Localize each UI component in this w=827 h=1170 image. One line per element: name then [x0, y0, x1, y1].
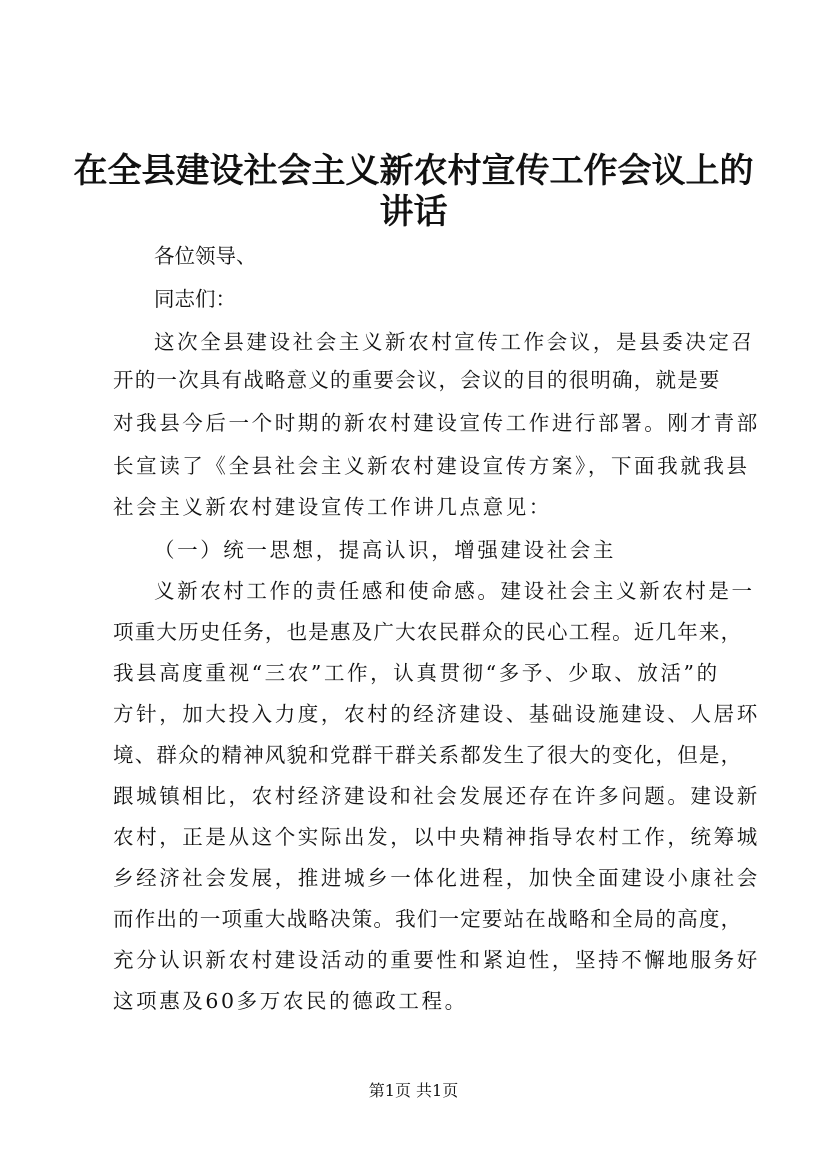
page-footer: 第1页 共1页: [368, 1081, 459, 1100]
body-line: 义新农村工作的责任感和使命感。建设社会主义新农村是一: [154, 579, 755, 603]
body-line: 乡经济社会发展，推进城乡一体化进程，加快全面建设小康社会: [113, 866, 760, 890]
body-line: 充分认识新农村建设活动的重要性和紧迫性，坚持不懈地服务好: [113, 948, 760, 972]
body-line: 这次全县建设社会主义新农村宣传工作会议，是县委决定召: [154, 330, 755, 354]
body-line: 项重大历史任务，也是惠及广大农民群众的民心工程。近几年来，: [113, 620, 743, 644]
section-heading: （一）统一思想，提高认识，增强建设社会主: [154, 538, 616, 562]
body-line: 我县高度重视“三农”工作，认真贯彻“多予、少取、放活”的: [113, 661, 720, 685]
body-line: 这项惠及60多万农民的德政工程。: [113, 989, 468, 1013]
document-title-line-1: 在全县建设社会主义新农村宣传工作会议上的: [73, 151, 754, 191]
body-line: 而作出的一项重大战略决策。我们一定要站在战略和全局的高度，: [113, 907, 743, 931]
body-line: 跟城镇相比，农村经济建设和社会发展还存在许多问题。建设新: [113, 784, 760, 808]
body-line: 开的一次具有战略意义的重要会议，会议的目的很明确，就是要: [113, 368, 721, 392]
salutation-comrades: 同志们：: [154, 287, 236, 311]
document-title-line-2: 讲话: [379, 192, 448, 232]
salutation-leaders: 各位领导、: [154, 244, 257, 268]
body-line: 境、群众的精神风貌和党群干群关系都发生了很大的变化，但是，: [113, 743, 743, 767]
body-line: 农村，正是从这个实际出发，以中央精神指导农村工作，统筹城: [113, 825, 760, 849]
body-line: 长宣读了《全县社会主义新农村建设宣传方案》，下面我就我县: [113, 454, 750, 478]
body-line: 对我县今后一个时期的新农村建设宣传工作进行部署。刚才青部: [113, 411, 760, 435]
body-line: 方针，加大投入力度，农村的经济建设、基础设施建设、人居环: [113, 702, 760, 726]
body-line: 社会主义新农村建设宣传工作讲几点意见：: [113, 495, 552, 519]
